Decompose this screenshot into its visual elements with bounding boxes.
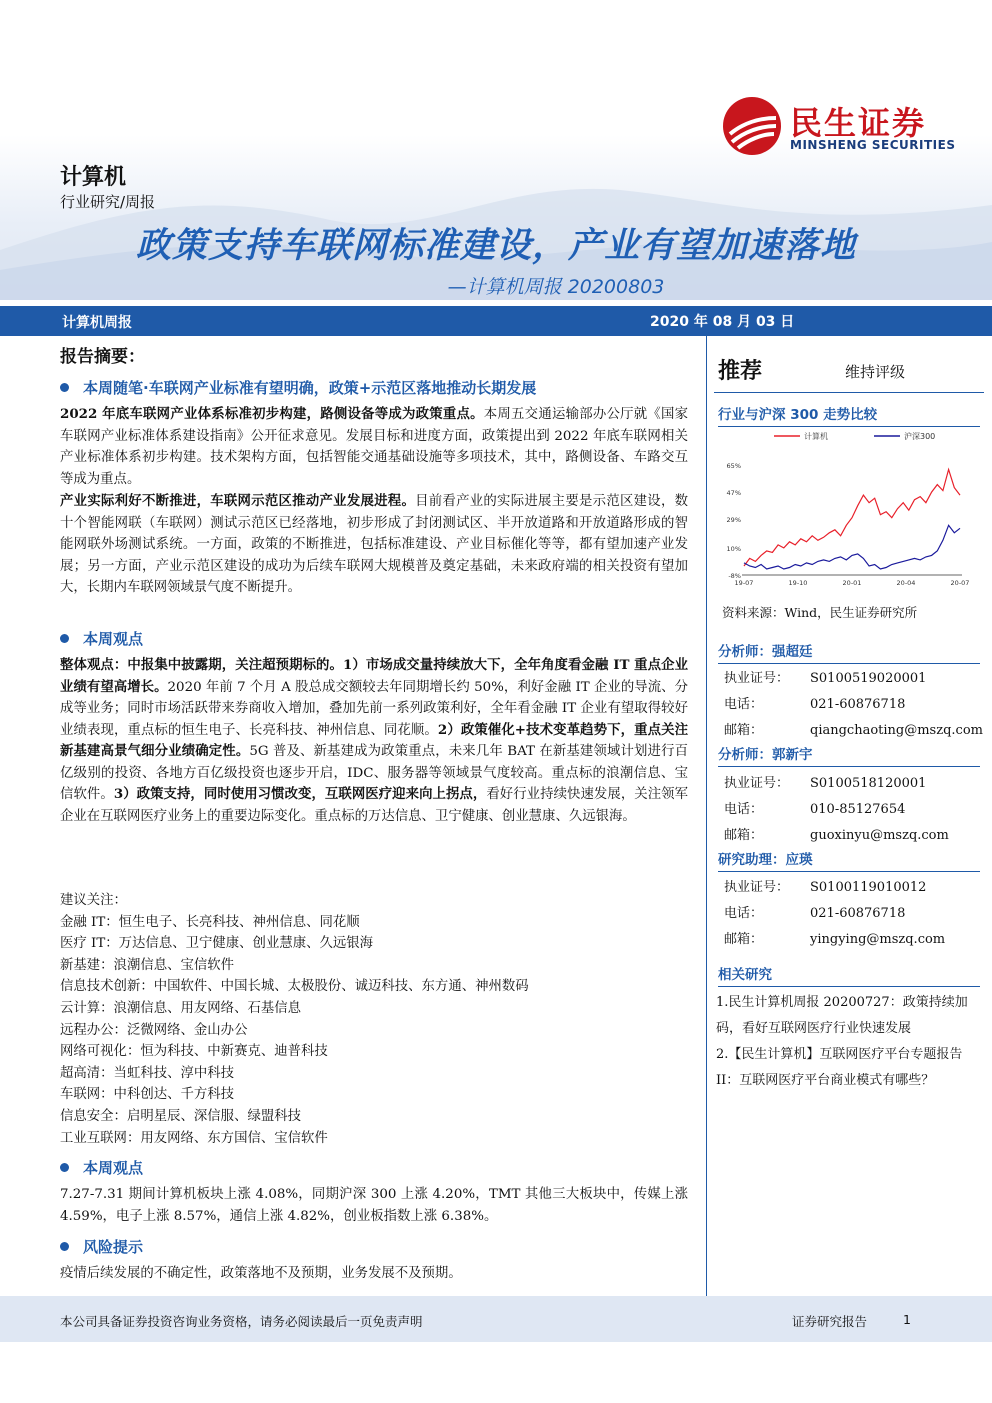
list-item: 新基建：浪潮信息、宝信软件	[60, 957, 235, 973]
legend-label: 计算机	[804, 432, 828, 441]
report-title: 政策支持车联网标准建设，产业有望加速落地	[135, 226, 856, 266]
divider	[714, 392, 984, 393]
email-link[interactable]: qiangchaoting@mszq.com	[810, 723, 983, 738]
paragraph: 7.27-7.31 期间计算机板块上涨 4.08%，同期沪深 300 上涨 4.20%，TMT 其他三大板块中，传媒上涨 4.59%，电子上涨 8.57%，通信上涨 4.82%，创业板指数上涨 6.38%。	[60, 1187, 688, 1224]
related-item[interactable]: 1.民生计算机周报 20200727：政策持续加码，看好互联网医疗行业快速发展	[716, 995, 968, 1036]
recommendation: 推荐	[718, 359, 763, 384]
paragraph: 产业实际利好不断推进，车联网示范区推动产业发展进程。目前看产业的实际进展主要是示范区建设，数十个智能网联（车联网）测试示范区已经落地，初步形成了封闭测试区、半开放道路和开放道路形成的智能网联外场测试系统。一方面，政策的不断推进，包括标准建设、产业目标催化等等，都有望加速产业发展；另一方面，产业示范区建设的成功为后续车联网大规模普及奠定基础，未来政府端的相关投资有望加大，长期内车联网领域景气度不断提升。	[60, 493, 689, 595]
list-item: 建议关注：	[60, 893, 127, 908]
paragraph: 疫情后续发展的不确定性，政策落地不及预期，业务发展不及预期。	[60, 1266, 462, 1281]
abstract-title: 报告摘要：	[60, 347, 145, 367]
company-logo	[722, 96, 972, 158]
logo-text-en: MINSHENG SECURITIES	[790, 138, 956, 152]
analyst-phone: 电话： 010-85127654	[724, 802, 906, 817]
analyst-email: 邮箱： guoxinyu@mszq.com	[724, 828, 949, 843]
x-tick-label: 19-07	[734, 579, 754, 587]
logo-text-cn: 民生证券	[790, 104, 927, 142]
analyst-phone: 电话： 021-60876718	[724, 697, 906, 712]
legend-label: 沪深300	[904, 432, 936, 441]
section-heading: 风险提示	[60, 1236, 143, 1257]
paragraph: 整体观点：中报集中披露期，关注超预期标的。1）市场成交量持续放大下，全年角度看金融 IT 重点企业业绩有望高增长。2020 年前 7 个月 A 股总成交额较去年同期增长约 50%，利好金融 IT 企业的导流、分成等业务；同时市场活跃带来券商收入增加，叠加先前一系列政策利好，全年看金融 IT 企业有望取得较好业绩表现，重点标的恒生电子、长亮科技、神州信息、同花顺。2）政策催化+技术变革趋势下，重点关注新基建高景气细分业绩确定性。5G 普及、新基建成为政策重点，未来几年 BAT 在新基建领域计划进行百亿级别的投资、各地方百亿级投资也逐步开启，IDC、服务器等领域景气度较高。重点标的浪潮信息、宝信软件。3）政策支持，同时使用习惯改变，互联网医疗迎来向上拐点，看好行业持续快速发展，关注领军企业在互联网医疗业务上的重要边际变化。重点标的万达信息、卫宁健康、创业慧康、久远银海。	[60, 657, 689, 824]
footer-disclaimer: 本公司具备证券投资咨询业务资格，请务必阅读最后一页免责声明	[60, 1314, 423, 1329]
analyst-phone: 电话： 021-60876718	[724, 906, 906, 921]
y-tick-label: 65%	[726, 462, 741, 470]
rating: 维持评级	[845, 363, 906, 381]
email-link[interactable]: guoxinyu@mszq.com	[810, 828, 949, 843]
list-item: 医疗 IT：万达信息、卫宁健康、创业慧康、久远银海	[60, 936, 374, 952]
paragraph: 2022 年底车联网产业体系标准初步构建，路侧设备等成为政策重点。本周五交通运输部办公厅就《国家车联网产业标准体系建设指南》公开征求意见。发展目标和进度方面，政策提出到 2022 年底车联网相关产业标准体系初步构建。技术架构方面，包括智能交通基础设施等多项技术，其中，路侧设备、车路交互等成为重点。	[60, 406, 688, 487]
list-item: 超高清：当虹科技、淳中科技	[60, 1065, 235, 1081]
title-bar	[0, 306, 992, 336]
bullet-icon	[60, 634, 69, 643]
x-tick-label: 20-04	[896, 579, 916, 587]
list-item: 工业互联网：用友网络、东方国信、宝信软件	[60, 1130, 328, 1146]
watchlist	[60, 890, 688, 1149]
y-tick-label: 29%	[726, 516, 741, 525]
list-item: 车联网：中科创达、千方科技	[60, 1087, 235, 1103]
x-tick-label: 19-10	[788, 579, 808, 587]
section-heading: 本周随笔·车联网产业标准有望明确，政策+示范区落地推动长期发展	[60, 377, 536, 398]
analyst-id: 执业证号： S0100119010012	[724, 880, 927, 895]
section-heading: 本周观点	[60, 628, 143, 649]
report-type: 行业研究/周报	[60, 193, 156, 211]
analyst-email: 邮箱： yingying@mszq.com	[724, 932, 946, 947]
assistant-heading: 研究助理：应瑛	[718, 848, 980, 872]
related-item[interactable]: 2.【民生计算机】互联网医疗平台专题报告 II：互联网医疗平台商业模式有哪些？	[716, 1047, 963, 1088]
list-item: 云计算：浪潮信息、用友网络、石基信息	[60, 1000, 302, 1016]
series-line	[744, 470, 960, 567]
analyst-id: 执业证号： S0100519020001	[724, 671, 927, 686]
x-tick-label: 20-07	[950, 579, 970, 587]
report-subtitle: —计算机周报 20200803	[447, 276, 665, 298]
chart-heading: 行业与沪深 300 走势比较	[718, 403, 980, 427]
footer	[0, 1296, 992, 1342]
analyst-email: 邮箱： qiangchaoting@mszq.com	[724, 723, 983, 738]
list-item: 远程办公：泛微网络、金山办公	[60, 1022, 248, 1038]
analyst-heading: 分析师：强超廷	[718, 640, 980, 664]
trend-chart	[714, 425, 984, 595]
section-heading: 本周观点	[60, 1157, 143, 1178]
report-date: 2020 年 08 月 03 日	[650, 314, 795, 330]
analyst-id: 执业证号： S0100518120001	[724, 776, 927, 791]
bullet-icon	[60, 1242, 69, 1251]
logo-emblem-icon	[722, 96, 782, 156]
y-tick-label: -8%	[728, 572, 741, 580]
x-tick-label: 20-01	[842, 579, 862, 587]
list-item: 网络可视化：恒为科技、中新赛克、迪普科技	[60, 1044, 328, 1060]
bar-label: 计算机周报	[62, 315, 132, 331]
y-tick-label: 47%	[726, 489, 741, 498]
related-research	[716, 990, 978, 1094]
list-item: 信息技术创新：中国软件、中国长城、太极股份、诚迈科技、东方通、神州数码	[60, 979, 529, 995]
y-tick-label: 10%	[726, 544, 741, 553]
sector-name: 计算机	[60, 165, 127, 190]
list-item: 信息安全：启明星辰、深信服、绿盟科技	[60, 1108, 302, 1124]
column-divider	[706, 336, 707, 1296]
footer-label: 证券研究报告	[792, 1314, 868, 1329]
bullet-icon	[60, 1163, 69, 1172]
related-heading: 相关研究	[718, 963, 980, 987]
chart-source: 资料来源：Wind，民生证券研究所	[722, 605, 918, 620]
email-link[interactable]: yingying@mszq.com	[810, 932, 946, 947]
page-number: 1	[903, 1312, 911, 1327]
analyst-heading: 分析师：郭新宇	[718, 743, 980, 767]
list-item: 金融 IT：恒生电子、长亮科技、神州信息、同花顺	[60, 914, 360, 930]
bullet-icon	[60, 383, 69, 392]
